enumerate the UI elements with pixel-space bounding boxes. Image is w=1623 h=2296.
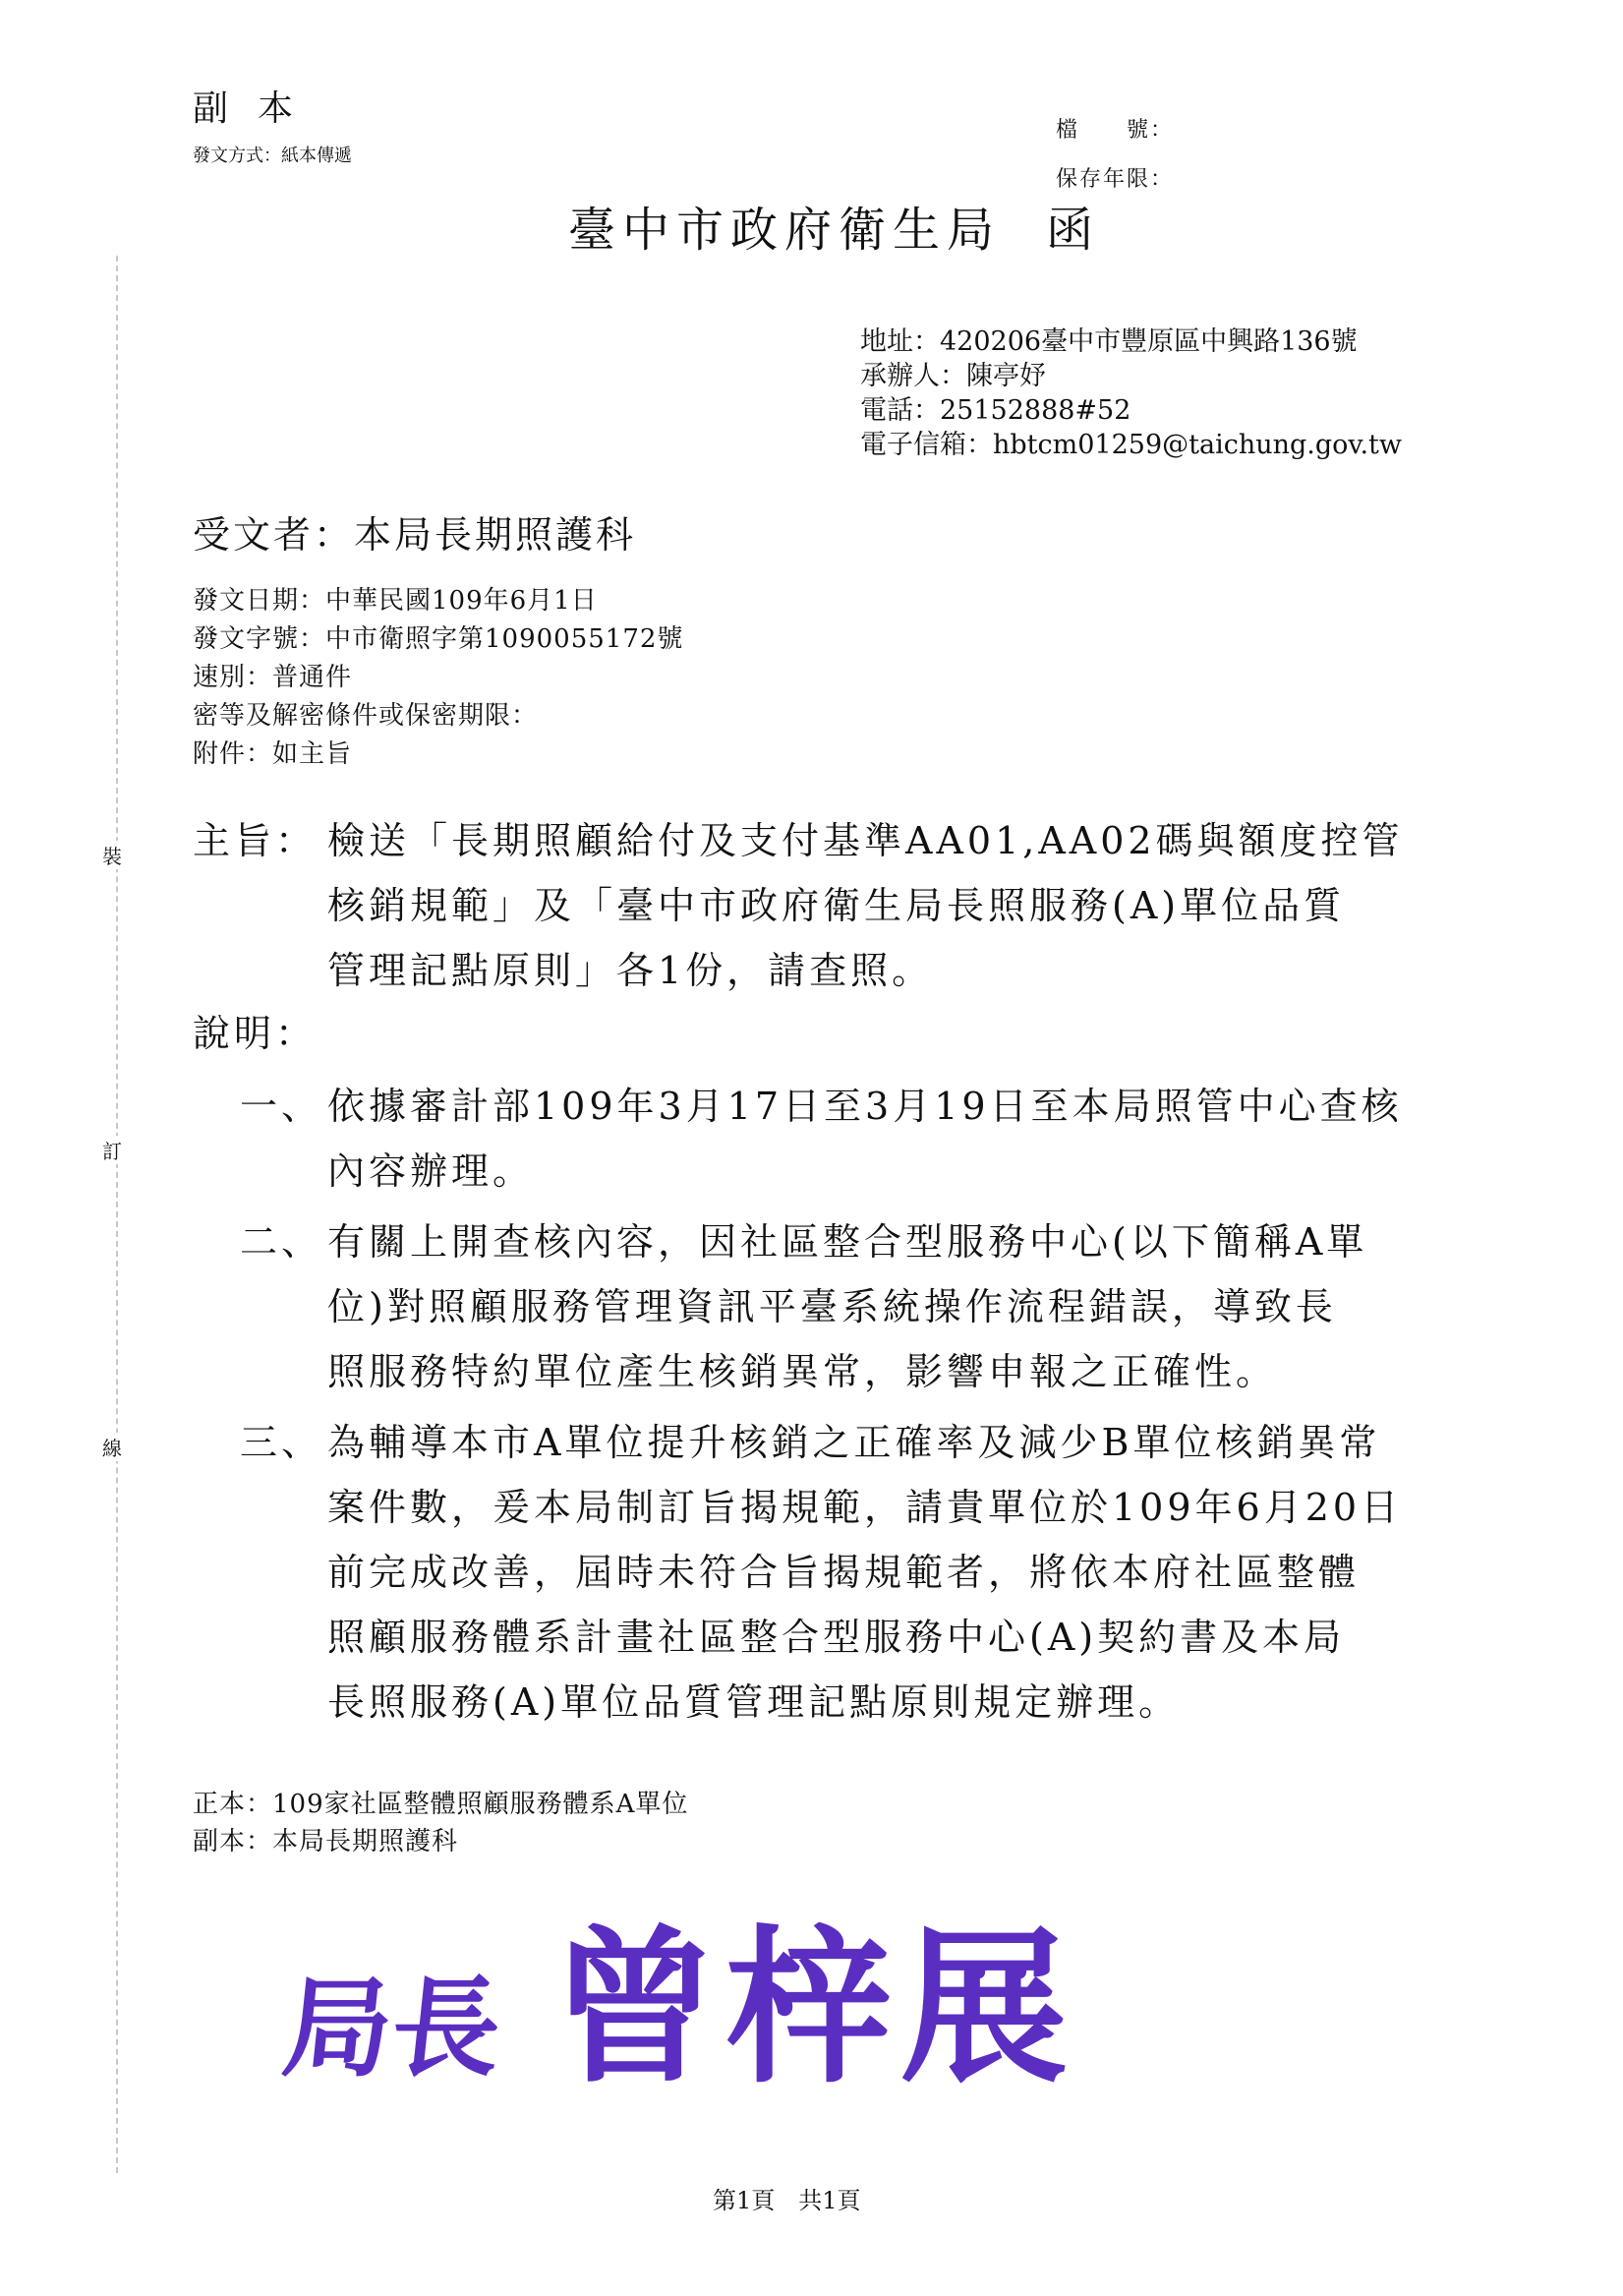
item-line: 照服務特約單位產生核銷異常，影響申報之正確性。 [327,1350,1278,1393]
item-line: 案件數，爰本局制訂旨揭規範，請貴單位於109年6月20日 [327,1486,1403,1529]
retention-label: 保存年限： [1056,167,1175,192]
binding-mark-1: 裝 [102,841,122,869]
recipient: 受文者：本局長期照護科 [193,513,637,557]
document-number: 發文字號：中市衛照字第1090055172號 [193,624,684,654]
item-line: 有關上開查核內容，因社區整合型服務中心(以下簡稱A單 [327,1220,1368,1264]
item-line: 位)對照顧服務管理資訊平臺系統操作流程錯誤，導致長 [327,1285,1337,1328]
dispatch-method: 發文方式：紙本傳遞 [193,146,352,166]
item-line: 前完成改善，屆時未符合旨揭規範者，將依本府社區整體 [327,1551,1361,1594]
explanation-label: 說明： [193,1012,318,1055]
subject-line: 檢送「長期照顧給付及支付基準AA01,AA02碼與額度控管 [327,819,1404,862]
contact-address: 地址：420206臺中市豐原區中興路136號 [860,326,1358,357]
item-line: 照顧服務體系計畫社區整合型服務中心(A)契約書及本局 [327,1616,1346,1659]
signature-title: 局長 [277,1966,507,2091]
item-line: 為輔導本市A單位提升核銷之正確率及減少B單位核銷異常 [327,1421,1381,1464]
contact-handler: 承辦人：陳亭妤 [860,361,1046,391]
document-title [568,192,1100,260]
signature-name: 曾梓展 [551,1912,1076,2106]
binding-mark-2: 訂 [102,1136,122,1164]
original-recipient: 正本：109家社區整體照顧服務體系A單位 [193,1790,689,1819]
item-number: 三、 [240,1421,323,1464]
item-line: 內容辦理。 [327,1149,535,1193]
subject-line: 管理記點原則」各1份，請查照。 [327,949,934,992]
binding-line [116,256,118,2173]
contact-phone: 電話：25152888#52 [860,395,1131,426]
page-number: 第1頁 共1頁 [713,2187,861,2214]
binding-mark-3: 線 [102,1433,122,1461]
subject-label: 主旨： [193,819,318,862]
item-line: 依據審計部109年3月17日至3月19日至本局照管中心查核 [327,1085,1403,1128]
copy-label: 副本 [193,88,323,129]
item-line: 長照服務(A)單位品質管理記點原則規定辦理。 [327,1680,1181,1724]
subject-line: 核銷規範」及「臺中市政府衛生局長照服務(A)單位品質 [327,884,1346,927]
copy-recipient: 副本：本局長期照護科 [193,1827,459,1856]
attachment: 附件：如主旨 [193,739,353,769]
item-number: 一、 [240,1085,323,1128]
issuing-agency: 臺中市政府衛生局 [568,203,1002,258]
issue-date: 發文日期：中華民國109年6月1日 [193,586,598,616]
secrecy-level: 密等及解密條件或保密期限： [193,701,539,731]
file-number-label: 檔 號： [1056,118,1175,143]
item-number: 二、 [240,1220,323,1264]
director-signature-stamp [277,1873,1076,2114]
delivery-speed: 速別：普通件 [193,663,353,692]
document-type: 函 [1046,203,1101,258]
contact-email: 電子信箱：hbtcm01259@taichung.gov.tw [860,430,1403,460]
